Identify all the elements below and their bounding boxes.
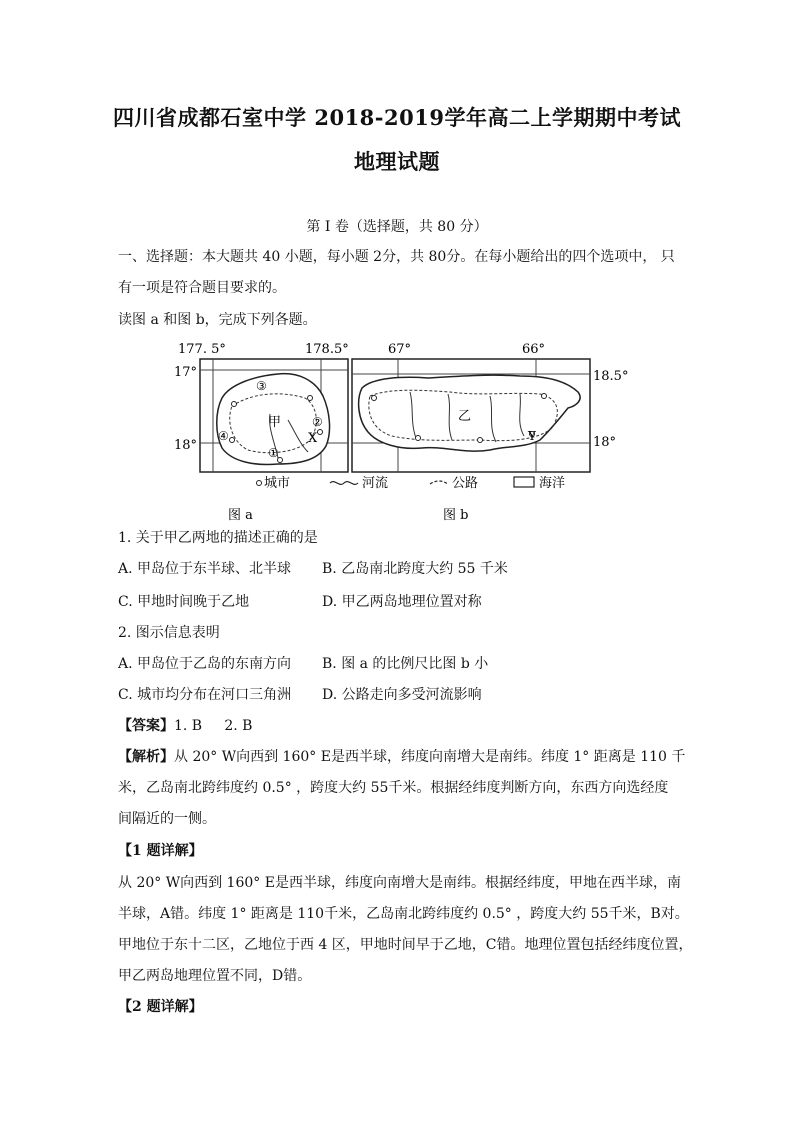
- analysis-text-1: 从 20° W向西到 160° E是西半球，纬度向南增大是南纬。纬度 1° 距离是 110 千: [174, 749, 686, 765]
- page-subtitle: 地理试题: [354, 149, 440, 174]
- question-1-option-c: C. 甲地时间晚于乙地: [118, 594, 250, 610]
- answer-label: 【答案】: [118, 718, 174, 734]
- detail-1-line-2: 半球，A错。纬度 1° 距离是 110千米，乙岛南北跨纬度约 0.5° ，跨度大约 55千米，B对。: [118, 906, 689, 922]
- answer-text: 1. B 2. B: [174, 718, 253, 734]
- detail-1-label: 【1 题详解】: [118, 843, 203, 859]
- map-a-x-label: X: [308, 431, 318, 446]
- instructions-line-2: 有一项是符合题目要求的。: [118, 280, 286, 296]
- city-icon: [257, 481, 262, 486]
- map-a-marker-4: ④: [218, 429, 229, 443]
- analysis-line-2: 米，乙岛南北跨纬度约 0.5° ，跨度大约 55千米。根据经纬度判断方向，东西方向选经度: [118, 780, 669, 796]
- legend-river-label: 河流: [362, 476, 389, 491]
- legend-ocean-label: 海洋: [539, 476, 566, 491]
- map-b-lon-left: 67°: [388, 342, 412, 357]
- section-heading: 第 I 卷（选择题，共 80 分）: [306, 219, 488, 235]
- detail-1-line-3: 甲地位于东十二区，乙地位于西 4 区，甲地时间早于乙地，C错。地理位置包括经纬度位置，: [118, 937, 693, 953]
- question-1-option-d: D. 甲乙两岛地理位置对称: [322, 594, 482, 610]
- reading-prompt: 读图 a 和图 b，完成下列各题。: [118, 312, 317, 328]
- legend-road-label: 公路: [452, 476, 479, 491]
- map-b: [352, 342, 628, 472]
- map-b-y-label: Y: [528, 429, 536, 443]
- question-2-option-d: D. 公路走向多受河流影响: [322, 687, 482, 703]
- map-b-place-yi: 乙: [458, 409, 472, 424]
- map-a-lon-right: 178.5°: [305, 342, 349, 357]
- detail-2-label: 【2 题详解】: [118, 999, 203, 1015]
- answer-line: [118, 715, 678, 737]
- analysis-label: 【解析】: [118, 749, 174, 765]
- ocean-icon: [514, 477, 534, 487]
- caption-figure-b: 图 b: [443, 508, 469, 523]
- analysis-line-3: 间隔近的一侧。: [118, 811, 216, 827]
- map-a-marker-3: ③: [256, 379, 267, 393]
- map-a-lat-bottom: 18°: [174, 438, 198, 453]
- instructions-line-1: 一、选择题：本大题共 40 小题，每小题 2分，共 80分。在每小题给出的四个选项中， 只: [118, 249, 675, 265]
- page-title: 四川省成都石室中学 2018-2019学年高二上学期期中考试: [113, 105, 681, 130]
- question-1-option-a: A. 甲岛位于东半球、北半球: [118, 561, 292, 577]
- map-b-lat-top: 18.5°: [593, 369, 629, 384]
- map-b-lat-bottom: 18°: [593, 435, 617, 450]
- question-2-option-c: C. 城市均分布在河口三角洲: [118, 687, 292, 703]
- question-1-option-b: B. 乙岛南北跨度大约 55 千米: [322, 561, 508, 577]
- map-a-marker-1: ①: [268, 446, 279, 460]
- question-2-option-b: B. 图 a 的比例尺比图 b 小: [322, 656, 489, 672]
- map-legend: [257, 475, 566, 491]
- question-2-option-a: A. 甲岛位于乙岛的东南方向: [118, 656, 292, 672]
- caption-figure-a: 图 a: [228, 508, 253, 523]
- map-a-lon-left: 177. 5°: [178, 342, 226, 357]
- road-icon: [430, 481, 448, 484]
- river-icon: [330, 482, 358, 485]
- legend-city-label: 城市: [264, 476, 291, 491]
- map-b-lon-right: 66°: [522, 342, 546, 357]
- map-figure: [160, 336, 640, 526]
- map-a: [174, 342, 349, 472]
- detail-1-line-1: 从 20° W向西到 160° E是西半球，纬度向南增大是南纬。根据经纬度，甲地在西半球，南: [118, 875, 681, 891]
- map-a-place-jia: 甲: [268, 415, 282, 430]
- analysis-line-1: [118, 746, 686, 768]
- map-a-lat-top: 17°: [174, 365, 198, 380]
- question-1-stem: 1. 关于甲乙两地的描述正确的是: [118, 530, 318, 546]
- question-2-stem: 2. 图示信息表明: [118, 625, 220, 641]
- detail-1-line-4: 甲乙两岛地理位置不同，D错。: [118, 968, 312, 984]
- map-a-marker-2: ②: [312, 415, 323, 429]
